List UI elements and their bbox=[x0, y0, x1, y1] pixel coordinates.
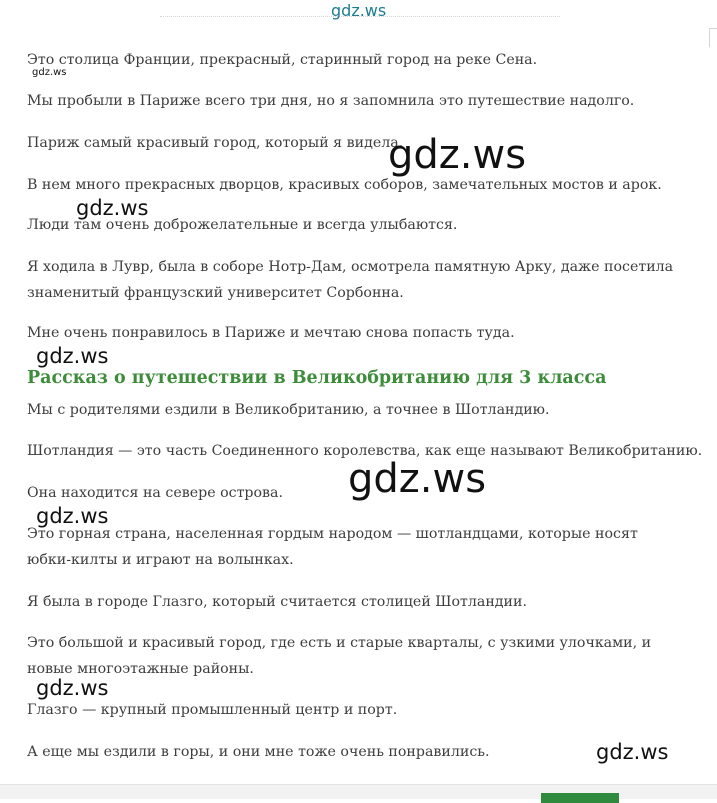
watermark: gdz.ws bbox=[36, 504, 109, 528]
paragraph: Это большой и красивый город, где есть и старые кварталы, с узкими улочками, и новые многоэтажные районы. bbox=[27, 635, 652, 677]
paragraph: Мне очень понравилось в Париже и мечтаю снова попасть туда. bbox=[27, 325, 515, 341]
paragraph: В нем много прекрасных дворцов, красивых соборов, замечательных мостов и арок. bbox=[27, 177, 662, 193]
paragraph: Мы с родителями ездили в Великобританию, а точнее в Шотландию. bbox=[27, 402, 550, 418]
paragraph: Мы пробыли в Париже всего три дня, но я запомнила это путешествие надолго. bbox=[27, 93, 635, 109]
paragraph: Я была в городе Глазго, который считается столицей Шотландии. bbox=[27, 594, 527, 610]
watermark-large: gdz.ws bbox=[348, 456, 487, 502]
watermark-top: gdz.ws bbox=[331, 1, 387, 20]
paragraph: Люди там очень доброжелательные и всегда улыбаются. bbox=[27, 217, 458, 233]
paragraph: Шотландия — это часть Соединенного королевства, как еще называют Великобританию. bbox=[27, 443, 703, 459]
paragraph: Париж самый красивый город, который я видела. bbox=[27, 135, 404, 151]
paragraph: Это столица Франции, прекрасный, старинный город на реке Сена. bbox=[27, 52, 538, 68]
green-button[interactable] bbox=[541, 793, 619, 803]
bottom-toolbar bbox=[0, 784, 717, 799]
paragraph: А еще мы ездили в горы, и они мне тоже очень понравились. bbox=[27, 744, 490, 760]
paragraph: Она находится на севере острова. bbox=[27, 485, 284, 501]
paragraph: Я ходила в Лувр, была в соборе Нотр-Дам, осмотрела памятную Арку, даже посетила знаменитый французский университет Сорбонна. bbox=[27, 259, 674, 301]
watermark: gdz.ws bbox=[36, 676, 109, 700]
watermark-small: gdz.ws bbox=[32, 67, 67, 78]
paragraph: Глазго — крупный промышленный центр и порт. bbox=[27, 702, 398, 718]
section-heading: Рассказ о путешествии в Великобританию для 3 класса bbox=[27, 368, 607, 388]
watermark: gdz.ws bbox=[76, 196, 149, 220]
watermark: gdz.ws bbox=[596, 740, 669, 764]
watermark-large: gdz.ws bbox=[388, 132, 527, 178]
paragraph: Это горная страна, населенная гордым народом — шотландцами, которые носят юбки-килты и играют на волынках. bbox=[27, 526, 638, 568]
right-frame-edge bbox=[709, 28, 717, 47]
watermark: gdz.ws bbox=[36, 344, 109, 368]
